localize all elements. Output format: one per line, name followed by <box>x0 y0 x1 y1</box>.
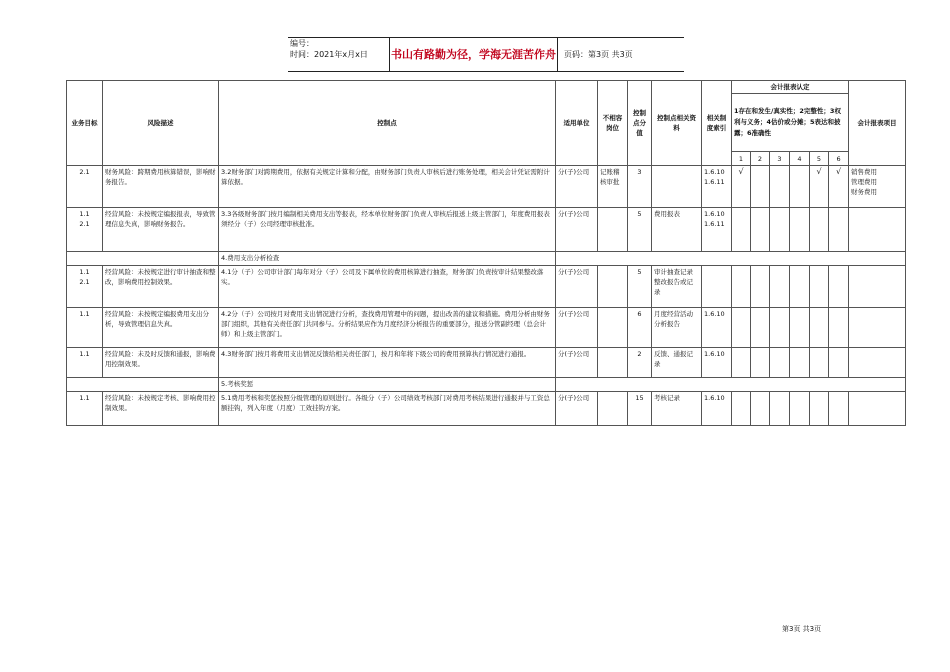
cell-control: 4.3财务部门按月将费用支出情况反馈给相关责任部门，按月和年将下级公司的费用预算执行情况进行通报。 <box>219 348 556 378</box>
cell-business-goal: 1.1 <box>67 308 103 348</box>
cell-incompatible <box>598 392 628 426</box>
cell-rules: 1.6.10 <box>702 348 732 378</box>
cell-unit: 分(子)公司 <box>556 266 598 308</box>
cell-assertion-check <box>751 392 770 426</box>
cell-rules: 1.6.10 <box>702 308 732 348</box>
cell-report-items <box>849 208 906 252</box>
serial-label: 编号： <box>290 39 314 48</box>
assertion-number: 2 <box>751 152 770 166</box>
cell-unit: 分(子)公司 <box>556 392 598 426</box>
cell-incompatible <box>598 266 628 308</box>
cell-rules: 1.6.10 1.6.11 <box>702 166 732 208</box>
cell-assertion-check <box>790 348 810 378</box>
cell-docs <box>652 166 702 208</box>
cell-assertion-check <box>770 208 790 252</box>
cell-score: 5 <box>628 208 652 252</box>
cell-assertion-check <box>829 266 849 308</box>
cell-assertion-check <box>810 392 829 426</box>
cell-assertion-check <box>810 348 829 378</box>
cell-assertion-check <box>732 392 751 426</box>
cell-report-items <box>849 392 906 426</box>
section-filler <box>556 252 906 266</box>
page-footer: 第3页 共3页 <box>782 625 822 633</box>
col-rules: 相关制度索引 <box>702 81 732 166</box>
cell-assertion-check <box>770 166 790 208</box>
col-business-goal: 业务目标 <box>67 81 103 166</box>
cell-rules: 1.6.10 1.6.11 <box>702 208 732 252</box>
col-score: 控制点分值 <box>628 81 652 166</box>
cell-assertion-check <box>732 266 751 308</box>
cell-report-items <box>849 308 906 348</box>
cell-risk: 经营风险：未按规定考核、影响费用控制效果。 <box>103 392 219 426</box>
cell-assertion-check <box>790 392 810 426</box>
cell-business-goal: 2.1 <box>67 166 103 208</box>
time-label: 时间：2021年x月x日 <box>290 50 368 59</box>
cell-assertion-check <box>770 266 790 308</box>
cell-incompatible: 记账稽核审批 <box>598 166 628 208</box>
cell-score: 3 <box>628 166 652 208</box>
cell-incompatible <box>598 348 628 378</box>
cell-assertion-check <box>770 308 790 348</box>
cell-assertion-check <box>829 348 849 378</box>
header-motto: 书山有路勤为径，学海无涯苦作舟 <box>389 38 558 71</box>
cell-risk: 经营风险：未按规定编报费用支出分析，导致管理信息失真。 <box>103 308 219 348</box>
cell-risk: 经营风险：未按规定进行审计抽查和整改，影响费用控制效果。 <box>103 266 219 308</box>
cell-assertion-check <box>810 208 829 252</box>
section-filler <box>556 378 906 392</box>
cell-control: 4.2分（子）公司按月对费用支出情况进行分析，查找费用管理中的问题，提出改善的建议和措施。费用分析由财务部门组织，其他有关责任部门共同参与。分析结果应作为月度经济分析报告的重要部分，报送分管副经理（总会计师）和上级主管部门。 <box>219 308 556 348</box>
assertion-number: 6 <box>829 152 849 166</box>
cell-assertion-check <box>751 208 770 252</box>
cell-docs: 月度经营活动分析报告 <box>652 308 702 348</box>
table-row <box>67 348 906 378</box>
cell-score: 5 <box>628 266 652 308</box>
col-assertions-group: 会计报表认定 <box>732 81 849 94</box>
cell-assertion-check <box>790 266 810 308</box>
cell-assertion-check: √ <box>732 166 751 208</box>
cell-assertion-check <box>790 208 810 252</box>
cell-assertion-check <box>751 348 770 378</box>
cell-report-items: 销售费用 管理费用 财务费用 <box>849 166 906 208</box>
cell-rules <box>702 266 732 308</box>
cell-assertion-check <box>732 348 751 378</box>
cell-docs: 审计抽查记录 整改报告或记录 <box>652 266 702 308</box>
cell-control: 3.2财务部门对跨期费用，依据有关规定计算和分配，由财务部门负责人审核后进行账务处理，相关会计凭证需附计算依据。 <box>219 166 556 208</box>
cell-assertion-check <box>829 308 849 348</box>
cell-assertion-check <box>829 208 849 252</box>
cell-docs: 费用报表 <box>652 208 702 252</box>
cell-unit: 分(子)公司 <box>556 348 598 378</box>
cell-business-goal: 1.1 2.1 <box>67 266 103 308</box>
cell-assertion-check <box>790 166 810 208</box>
cell-business-goal: 1.1 <box>67 348 103 378</box>
assertion-number: 3 <box>770 152 790 166</box>
cell-assertion-check <box>829 392 849 426</box>
table-row <box>67 166 906 208</box>
cell-control: 5.1费用考核和奖惩按照分级管理的原则进行。各级分（子）公司绩效考核部门对费用考核结果进行通报并与工资总额挂钩，列入年度（月度）工效挂钩方案。 <box>219 392 556 426</box>
cell-assertion-check: √ <box>810 166 829 208</box>
cell-unit: 分(子)公司 <box>556 166 598 208</box>
assertion-number: 5 <box>810 152 829 166</box>
cell-assertion-check <box>751 308 770 348</box>
section-row <box>67 378 906 392</box>
header-page-info: 页码：第3页 共3页 <box>564 50 633 59</box>
cell-risk: 经营风险：未及时反馈和通报，影响费用控制效果。 <box>103 348 219 378</box>
col-report-items: 会计报表项目 <box>849 81 906 166</box>
table-row <box>67 392 906 426</box>
header-meta <box>290 38 368 60</box>
cell-risk: 财务风险：跨期费用核算错误，影响财务报告。 <box>103 166 219 208</box>
section-spacer <box>67 252 219 266</box>
cell-rules: 1.6.10 <box>702 392 732 426</box>
section-spacer <box>67 378 219 392</box>
section-title: 4.费用支出分析检查 <box>219 252 556 266</box>
col-unit: 适用单位 <box>556 81 598 166</box>
cell-control: 3.3各级财务部门按月编制相关费用支出等报表，经本单位财务部门负责人审核后报送上级主管部门，年度费用报表须经分（子）公司经理审核批准。 <box>219 208 556 252</box>
col-control: 控制点 <box>219 81 556 166</box>
cell-control: 4.1分（子）公司审计部门每年对分（子）公司及下属单位的费用核算进行抽查，财务部门负责按审计结果整改落实。 <box>219 266 556 308</box>
cell-assertion-check: √ <box>829 166 849 208</box>
col-risk: 风险描述 <box>103 81 219 166</box>
cell-report-items <box>849 266 906 308</box>
cell-docs: 考核记录 <box>652 392 702 426</box>
table-row <box>67 266 906 308</box>
cell-score: 2 <box>628 348 652 378</box>
cell-risk: 经营风险：未按规定编报报表，导致管理信息失真，影响财务报告。 <box>103 208 219 252</box>
cell-assertion-check <box>810 308 829 348</box>
assertion-criteria: 1存在和发生/真实性；2完整性；3权利与义务；4估价或分摊；5表达和披露；6准确性 <box>732 94 849 152</box>
table-row <box>67 308 906 348</box>
cell-business-goal: 1.1 2.1 <box>67 208 103 252</box>
cell-assertion-check <box>770 392 790 426</box>
cell-business-goal: 1.1 <box>67 392 103 426</box>
cell-assertion-check <box>770 348 790 378</box>
section-row <box>67 252 906 266</box>
cell-unit: 分(子)公司 <box>556 208 598 252</box>
col-docs: 控制点相关资料 <box>652 81 702 166</box>
cell-score: 6 <box>628 308 652 348</box>
cell-assertion-check <box>751 266 770 308</box>
cell-docs: 反馈、通报记录 <box>652 348 702 378</box>
assertion-number: 4 <box>790 152 810 166</box>
cell-assertion-check <box>732 208 751 252</box>
cell-incompatible <box>598 308 628 348</box>
cell-assertion-check <box>810 266 829 308</box>
assertion-number: 1 <box>732 152 751 166</box>
page-header <box>288 37 684 72</box>
cell-unit: 分(子)公司 <box>556 308 598 348</box>
cell-assertion-check <box>751 166 770 208</box>
table-row <box>67 208 906 252</box>
col-incompatible: 不相容岗位 <box>598 81 628 166</box>
control-table <box>66 80 906 426</box>
cell-assertion-check <box>790 308 810 348</box>
cell-incompatible <box>598 208 628 252</box>
cell-report-items <box>849 348 906 378</box>
cell-score: 15 <box>628 392 652 426</box>
cell-assertion-check <box>732 308 751 348</box>
section-title: 5.考核奖惩 <box>219 378 556 392</box>
